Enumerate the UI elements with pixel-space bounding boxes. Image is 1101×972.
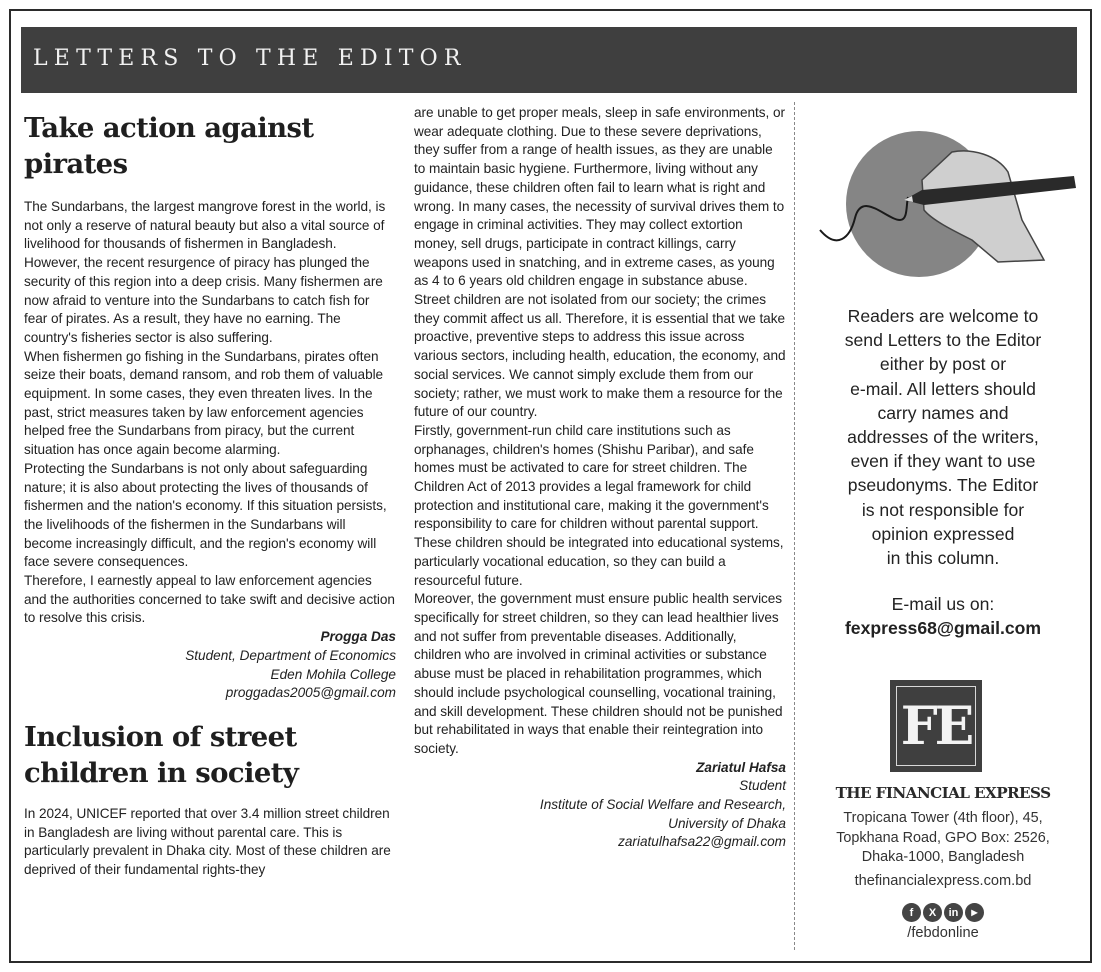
paragraph: Firstly, government-run child care institutions such as orphanages, children's homes (Shishu Paribar), and safe homes must be activated to care for street children. The Children Act of 2013 provides a legal framework for child protection and institutional care, making it the government's responsibility to care for children without parental support. These children should be integrated into educational systems, particularly vocational education, so they can build a resourceful future. [414,422,784,588]
fe-logo [890,680,982,772]
hand-writing-illustration [812,110,1082,280]
notice-line: in this column. [886,548,1000,569]
letter-2-body-continued [414,104,786,759]
headline-line: pirates [24,148,128,180]
headline-line: Inclusion of street [24,720,297,753]
letter-1-body [24,198,396,628]
email-label: E-mail us on: [891,594,995,615]
address-line: Tropicana Tower (4th floor), 45, [843,810,1043,826]
author-name: Zariatul Hafsa [696,759,786,775]
editor-email[interactable]: fexpress68@gmail.com [844,618,1042,639]
address-line: Dhaka-1000, Bangladesh [861,849,1025,865]
x-icon[interactable]: X [923,903,942,922]
notice-line: carry names and [877,402,1009,423]
notice-line: e-mail. All letters should [850,378,1036,399]
paragraph: Moreover, the government must ensure public health services specifically for street children, so they can lead healthier lives and not suffer from preventable diseases. Additionally, children who are involved in criminal activities or substance abuse must be placed in rehabilitation programmes, which should include psychological counselling, vocational training, and skill development. These children should not be punished but rehabilitated in ways that enable their reintegration into society. [414,591,783,756]
author-email[interactable]: proggadas2005@gmail.com [225,685,396,701]
facebook-icon[interactable]: f [902,903,921,922]
headline-line: children in society [24,756,299,789]
notice-line: send Letters to the Editor [844,330,1042,351]
letter-1-signature [24,628,396,703]
column-divider [794,102,795,950]
notice-line: pseudonyms. The Editor [847,475,1039,496]
notice-line: even if they want to use [850,451,1036,472]
author-university: University of Dhaka [668,815,786,831]
paragraph: Therefore, I earnestly appeal to law enforcement agencies and the authorities concerned to take swift and decisive action to resolve this crisis. [24,573,395,626]
section-banner [21,27,1077,93]
notice-line: either by post or [879,354,1007,375]
column-1 [24,110,396,880]
notice-line: addresses of the writers, [847,427,1039,448]
letter-2-body-start [24,805,396,880]
notice-line: Readers are welcome to [847,306,1039,326]
author-institution: Eden Mohila College [270,666,396,682]
youtube-icon[interactable]: ▶ [965,903,984,922]
paragraph: Protecting the Sundarbans is not only about safeguarding nature; it is also about protecting the lives of thousands of fishermen and the nation's economy. If this situation persists, the livelihoods of the fishermen in the Sundarbans will become increasingly difficult, and the region's economy will face severe consequences. [24,460,387,570]
section-title: LETTERS TO THE EDITOR [33,46,467,71]
author-institution: Institute of Social Welfare and Research, [539,797,786,813]
paragraph: Street children are not isolated from our society; the crimes they commit affect us all. Therefore, it is essential that we take proactive, preventive steps to address this issue across various sectors, including health, education, the economy, and social services. We cannot simply exclude them from our society; rather, we must work to make them a resource for the future of our country. [414,292,786,420]
author-name: Progga Das [320,629,396,645]
author-title: Student [739,778,786,794]
notice-line: is not responsible for [861,499,1025,520]
logo-text: FE [900,695,972,757]
logo-frame [896,686,976,766]
letter-2-headline [24,719,396,791]
headline-line: Take action against [24,112,314,144]
paragraph: In 2024, UNICEF reported that over 3.4 million street children in Bangladesh are living without parental care. This is particularly prevalent in Dhaka city. Most of these children are deprived of their fundamental rights-they [24,805,391,878]
paragraph: are unable to get proper meals, sleep in safe environments, or wear adequate clothing. Due to these severe deprivations, they suffer from a range of health issues, as they are unable to maintain basic hygiene. Furthermore, living without any guidance, these children often fail to learn what is right and wrong. In many cases, the necessity of survival drives them to engage in criminal activities. They may collect extortion money, sell drugs, participate in contract killings, carry weapons used in snatching, and in extreme cases, as young as 4 to 6 years old children engage in substance abuse. [414,105,785,289]
social-icons [804,903,1082,922]
notice-line: opinion expressed [871,523,1015,544]
submission-notice [804,304,1082,641]
author-title: Student, Department of Economics [185,647,396,663]
letter-2-signature [414,759,786,853]
column-2 [414,104,786,852]
address-line: Topkhana Road, GPO Box: 2526, [836,829,1050,846]
letter-1-headline [24,110,396,182]
newspaper-name: THE FINANCIAL EXPRESS [835,784,1051,802]
author-email[interactable]: zariatulhafsa22@gmail.com [618,834,786,850]
paragraph: When fishermen go fishing in the Sundarbans, pirates often seize their boats, demand ransom, and rob them of valuable equipment. In some cases, they even threaten lives. In the past, strict measures taken by law enforcement agencies helped free the Sundarbans from piracy, but the current situation has once again become alarming. [24,348,384,458]
linkedin-icon[interactable]: in [944,903,963,922]
paragraph: The Sundarbans, the largest mangrove forest in the world, is not only a reserve of natural beauty but also a vital source of livelihood for thousands of fishermen in Bangladesh. However, the recent resurgence of piracy has plunged the security of this region into a deep crisis. Many fishermen are now afraid to venture into the Sundarbans to catch fish for fear of pirates. As a result, they have no earning. The country's fisheries sector is also suffering. [24,199,386,345]
website-link[interactable]: thefinancialexpress.com.bd [854,873,1032,889]
address [804,809,1082,868]
social-handle[interactable]: /febdonline [907,925,979,941]
